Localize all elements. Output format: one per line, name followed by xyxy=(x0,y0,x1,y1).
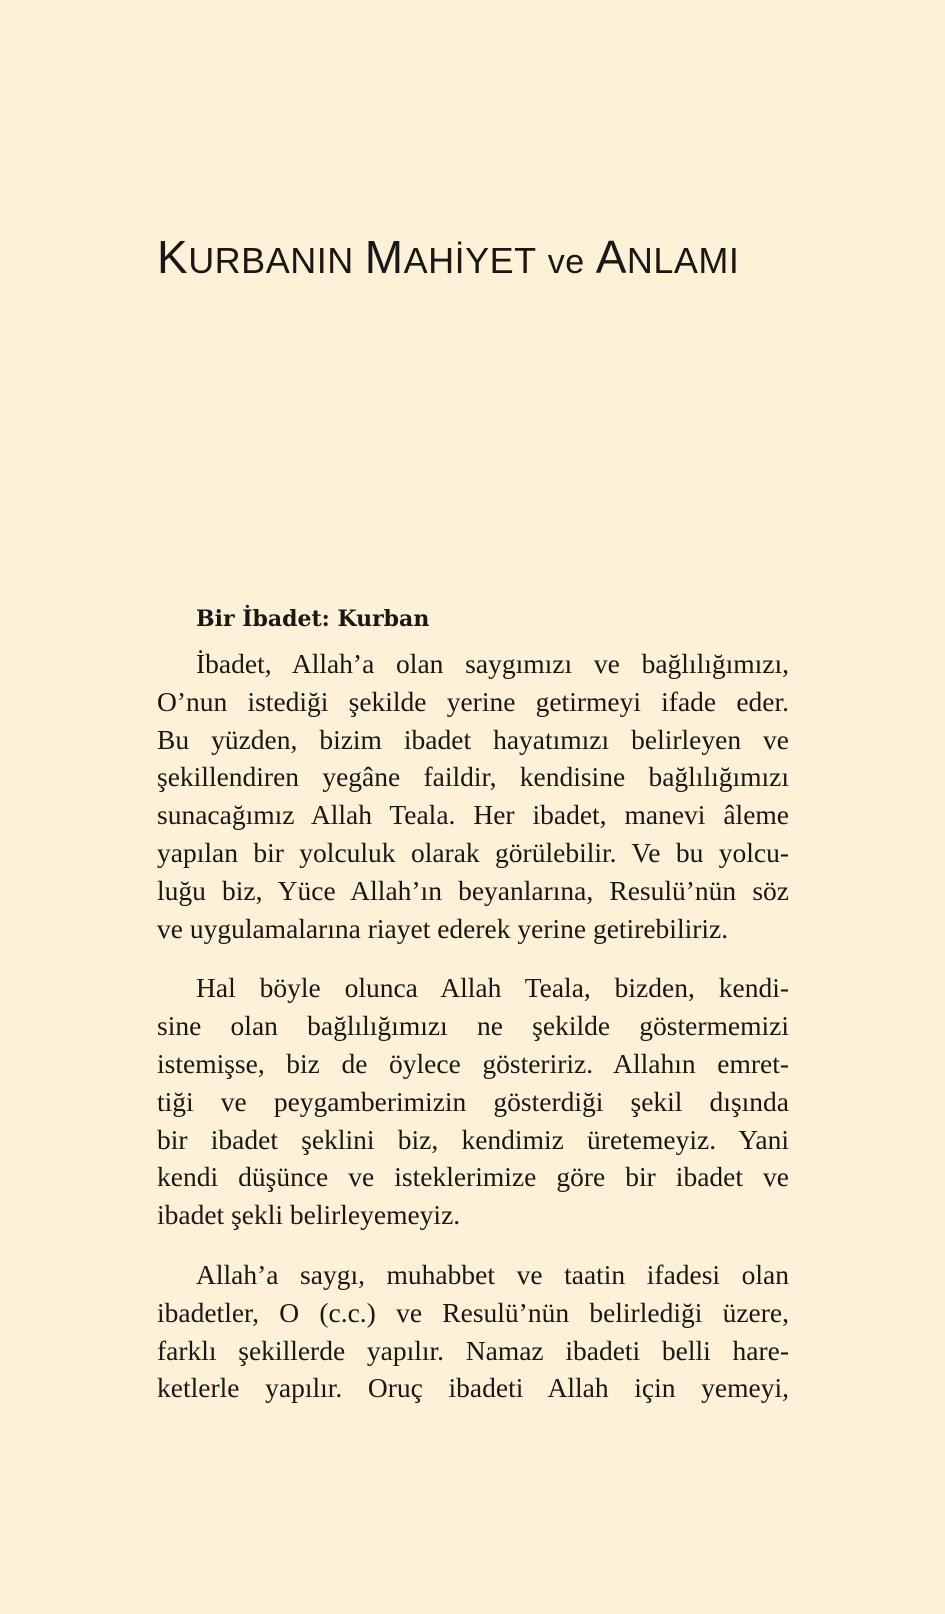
text-line: tiği ve peygamberimizin gösterdiği şekil dışında xyxy=(157,1085,789,1117)
text-line: İbadet, Allah’a olan saygımızı ve bağlılığımızı, xyxy=(196,648,789,679)
text-line: istemişse, biz de öylece gösteririz. Allahın emret- xyxy=(157,1047,789,1079)
text-line: Bu yüzden, bizim ibadet hayatımızı belirleyen ve xyxy=(157,723,789,755)
paragraph-2 xyxy=(157,969,789,1234)
text-line: farklı şekillerde yapılır. Namaz ibadeti belli hare- xyxy=(157,1334,789,1366)
body-text xyxy=(157,645,789,1429)
section-heading: Bir İbadet: Kurban xyxy=(196,606,430,632)
text-line: sunacağımız Allah Teala. Her ibadet, manevi âleme xyxy=(157,799,789,831)
title-smallcaps: NLAMI xyxy=(626,240,740,281)
text-line: ibadet şekli belirleyemeyiz. xyxy=(157,1199,461,1231)
paragraph-3 xyxy=(157,1256,789,1407)
text-line: ve uygulamalarına riayet ederek yerine getirebiliriz. xyxy=(157,912,729,944)
text-line: O’nun istediği şekilde yerine getirmeyi ifade eder. xyxy=(157,685,789,717)
text-line: bir ibadet şeklini biz, kendimiz üretemeyiz. Yani xyxy=(157,1123,789,1155)
text-line: yapılan bir yolculuk olarak görülebilir. Ve bu yolcu- xyxy=(157,836,789,868)
text-line: kendi düşünce ve isteklerimize göre bir ibadet ve xyxy=(157,1161,789,1193)
title-initial: A xyxy=(595,231,627,283)
title-smallcaps: AHİYET xyxy=(403,240,537,281)
title-word-ve: ve xyxy=(547,243,585,281)
text-line: ibadetler, O (c.c.) ve Resulü’nün belirlediği üzere, xyxy=(157,1296,789,1328)
chapter-title xyxy=(157,231,740,283)
title-word-kurbanin xyxy=(157,231,354,283)
title-initial: M xyxy=(364,231,404,283)
title-word-anlami xyxy=(595,231,740,283)
text-line: şekillendiren yegâne faildir, kendisine bağlılığımızı xyxy=(157,761,789,793)
title-word-mahiyet xyxy=(364,231,537,283)
title-initial: K xyxy=(157,231,189,283)
text-line: Hal böyle olunca Allah Teala, bizden, kendi- xyxy=(196,972,789,1004)
text-line: ketlerle yapılır. Oruç ibadeti Allah için yemeyi, xyxy=(157,1372,789,1404)
text-line: luğu biz, Yüce Allah’ın beyanlarına, Resulü’nün söz xyxy=(157,874,789,906)
text-line: Allah’a saygı, muhabbet ve taatin ifadesi olan xyxy=(196,1258,789,1290)
title-smallcaps: URBANIN xyxy=(188,240,354,281)
text-line: sine olan bağlılığımızı ne şekilde göstermemizi xyxy=(157,1010,789,1042)
paragraph-1 xyxy=(157,645,789,947)
